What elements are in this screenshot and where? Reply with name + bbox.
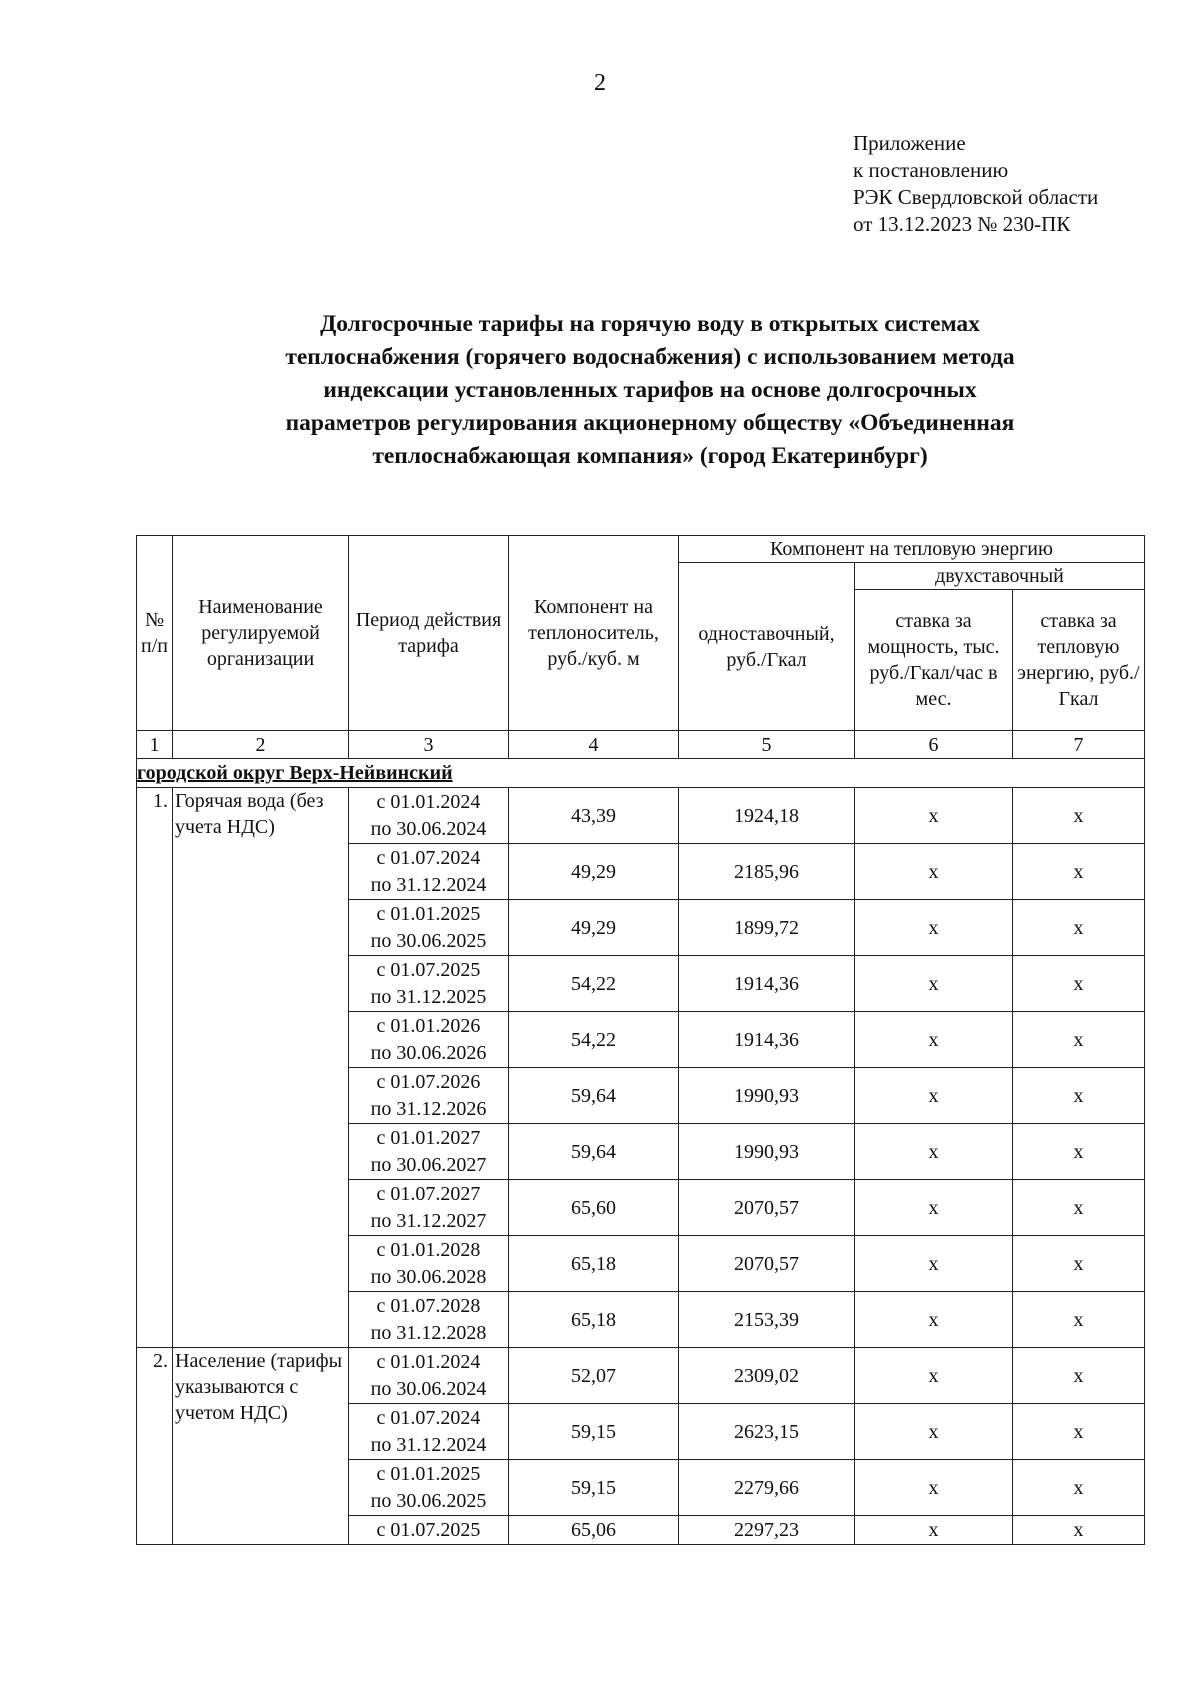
appendix-note <box>853 130 1098 238</box>
title-line: Долгосрочные тарифы на горячую воду в открытых системах <box>320 311 980 337</box>
single-rate-value: 1914,36 <box>679 956 855 1012</box>
period-from: с 01.01.2026 <box>376 1014 481 1037</box>
capacity-rate-value: x <box>855 1348 1013 1404</box>
energy-rate-value: x <box>1013 1292 1145 1348</box>
row-number: 2. <box>137 1348 173 1545</box>
energy-rate-value: x <box>1013 1180 1145 1236</box>
period-to: по 30.06.2025 <box>370 1489 487 1512</box>
single-rate-value: 2309,02 <box>679 1348 855 1404</box>
period-from: с 01.07.2027 <box>376 1182 481 1205</box>
column-number: 4 <box>509 731 679 759</box>
period-cell <box>349 1404 509 1460</box>
row-number: 1. <box>137 788 173 1348</box>
period-from: с 01.01.2024 <box>376 790 481 813</box>
capacity-rate-value: x <box>855 1404 1013 1460</box>
single-rate-value: 2070,57 <box>679 1236 855 1292</box>
single-rate-value: 1899,72 <box>679 900 855 956</box>
period-cell <box>349 1516 509 1545</box>
period-cell <box>349 1180 509 1236</box>
single-rate-value: 2279,66 <box>679 1460 855 1516</box>
period-to: по 30.06.2027 <box>370 1153 487 1176</box>
page-number: 2 <box>594 70 606 96</box>
period-from: с 01.01.2027 <box>376 1126 481 1149</box>
title-line: теплоснабжающая компания» (город Екатеринбург) <box>372 443 928 469</box>
capacity-rate-value: x <box>855 844 1013 900</box>
capacity-rate-value: x <box>855 1460 1013 1516</box>
period-from: с 01.07.2025 <box>376 1519 481 1541</box>
carrier-value: 59,15 <box>509 1460 679 1516</box>
organization-name: Население (тарифы указываются с учетом НДС) <box>173 1348 349 1545</box>
period-cell <box>349 900 509 956</box>
capacity-rate-value: x <box>855 1068 1013 1124</box>
carrier-value: 59,64 <box>509 1124 679 1180</box>
energy-rate-value: x <box>1013 1404 1145 1460</box>
period-to: по 31.12.2028 <box>370 1321 487 1344</box>
appendix-line: Приложение <box>853 131 966 155</box>
period-to: по 30.06.2024 <box>370 817 487 840</box>
column-number: 5 <box>679 731 855 759</box>
carrier-value: 59,15 <box>509 1404 679 1460</box>
table-body <box>137 788 1145 1545</box>
period-from: с 01.07.2026 <box>376 1070 481 1093</box>
organization-name: Горячая вода (без учета НДС) <box>173 788 349 1348</box>
column-number: 2 <box>173 731 349 759</box>
capacity-rate-value: x <box>855 900 1013 956</box>
appendix-line: от 13.12.2023 № 230-ПК <box>853 212 1071 236</box>
carrier-value: 52,07 <box>509 1348 679 1404</box>
period-cell <box>349 1236 509 1292</box>
header-period: Период действия тарифа <box>349 536 509 731</box>
period-from: с 01.01.2025 <box>376 902 481 925</box>
energy-rate-value: x <box>1013 1348 1145 1404</box>
period-from: с 01.07.2025 <box>376 958 481 981</box>
section-title: городской округ Верх-Нейвинский <box>137 759 1145 788</box>
header-carrier: Компонент на теплоноситель, руб./куб. м <box>509 536 679 731</box>
period-from: с 01.07.2024 <box>376 1406 481 1429</box>
capacity-rate-value: x <box>855 956 1013 1012</box>
single-rate-value: 1990,93 <box>679 1068 855 1124</box>
period-to: по 30.06.2028 <box>370 1265 487 1288</box>
single-rate-value: 2153,39 <box>679 1292 855 1348</box>
header-num: № п/п <box>137 536 173 731</box>
carrier-value: 54,22 <box>509 956 679 1012</box>
carrier-value: 65,06 <box>509 1516 679 1545</box>
period-cell <box>349 1012 509 1068</box>
carrier-value: 59,64 <box>509 1068 679 1124</box>
header-energy: ставка за тепловую энергию, руб./Гкал <box>1013 590 1145 731</box>
period-cell <box>349 1348 509 1404</box>
title-line: параметров регулирования акционерному обществу «Объединенная <box>285 410 1015 436</box>
energy-rate-value: x <box>1013 1236 1145 1292</box>
document-title <box>170 308 1130 473</box>
period-to: по 31.12.2024 <box>370 873 487 896</box>
energy-rate-value: x <box>1013 956 1145 1012</box>
single-rate-value: 2623,15 <box>679 1404 855 1460</box>
column-number: 3 <box>349 731 509 759</box>
capacity-rate-value: x <box>855 1236 1013 1292</box>
period-cell <box>349 1068 509 1124</box>
period-cell <box>349 956 509 1012</box>
period-from: с 01.07.2024 <box>376 846 481 869</box>
period-cell <box>349 844 509 900</box>
single-rate-value: 2070,57 <box>679 1180 855 1236</box>
period-to: по 31.12.2026 <box>370 1097 487 1120</box>
period-from: с 01.01.2024 <box>376 1350 481 1373</box>
period-cell <box>349 1292 509 1348</box>
energy-rate-value: x <box>1013 1516 1145 1545</box>
header-single: одноставочный, руб./Гкал <box>679 563 855 731</box>
capacity-rate-value: x <box>855 1012 1013 1068</box>
single-rate-value: 1990,93 <box>679 1124 855 1180</box>
period-from: с 01.01.2025 <box>376 1462 481 1485</box>
carrier-value: 49,29 <box>509 900 679 956</box>
period-to: по 31.12.2025 <box>370 985 487 1008</box>
period-to: по 30.06.2024 <box>370 1377 487 1400</box>
carrier-value: 43,39 <box>509 788 679 844</box>
period-from: с 01.07.2028 <box>376 1294 481 1317</box>
carrier-value: 65,18 <box>509 1292 679 1348</box>
period-to: по 30.06.2026 <box>370 1041 487 1064</box>
appendix-line: к постановлению <box>853 158 1009 182</box>
tariff-table <box>136 535 1145 1545</box>
period-cell <box>349 788 509 844</box>
single-rate-value: 1924,18 <box>679 788 855 844</box>
single-rate-value: 2185,96 <box>679 844 855 900</box>
carrier-value: 65,18 <box>509 1236 679 1292</box>
carrier-value: 49,29 <box>509 844 679 900</box>
carrier-value: 65,60 <box>509 1180 679 1236</box>
carrier-value: 54,22 <box>509 1012 679 1068</box>
period-from: с 01.01.2028 <box>376 1238 481 1261</box>
header-capacity: ставка за мощность, тыс. руб./Гкал/час в мес. <box>855 590 1013 731</box>
title-line: теплоснабжения (горячего водоснабжения) с использованием метода <box>285 344 1015 370</box>
energy-rate-value: x <box>1013 1460 1145 1516</box>
energy-rate-value: x <box>1013 1124 1145 1180</box>
capacity-rate-value: x <box>855 1180 1013 1236</box>
energy-rate-value: x <box>1013 900 1145 956</box>
appendix-line: РЭК Свердловской области <box>853 185 1099 209</box>
energy-rate-value: x <box>1013 1068 1145 1124</box>
capacity-rate-value: x <box>855 1516 1013 1545</box>
period-cell <box>349 1124 509 1180</box>
single-rate-value: 1914,36 <box>679 1012 855 1068</box>
period-to: по 31.12.2027 <box>370 1209 487 1232</box>
capacity-rate-value: x <box>855 1124 1013 1180</box>
energy-rate-value: x <box>1013 788 1145 844</box>
table-row <box>137 788 1145 844</box>
header-heat-group: Компонент на тепловую энергию <box>679 536 1145 563</box>
table-row <box>137 1348 1145 1404</box>
energy-rate-value: x <box>1013 844 1145 900</box>
capacity-rate-value: x <box>855 788 1013 844</box>
header-org: Наименование регулируемой организации <box>173 536 349 731</box>
period-to: по 30.06.2025 <box>370 929 487 952</box>
header-two-part: двухставочный <box>855 563 1145 590</box>
period-to: по 31.12.2024 <box>370 1433 487 1456</box>
capacity-rate-value: x <box>855 1292 1013 1348</box>
single-rate-value: 2297,23 <box>679 1516 855 1545</box>
energy-rate-value: x <box>1013 1012 1145 1068</box>
title-line: индексации установленных тарифов на основе долгосрочных <box>323 377 977 403</box>
column-number: 6 <box>855 731 1013 759</box>
column-number: 7 <box>1013 731 1145 759</box>
column-number: 1 <box>137 731 173 759</box>
period-cell <box>349 1460 509 1516</box>
